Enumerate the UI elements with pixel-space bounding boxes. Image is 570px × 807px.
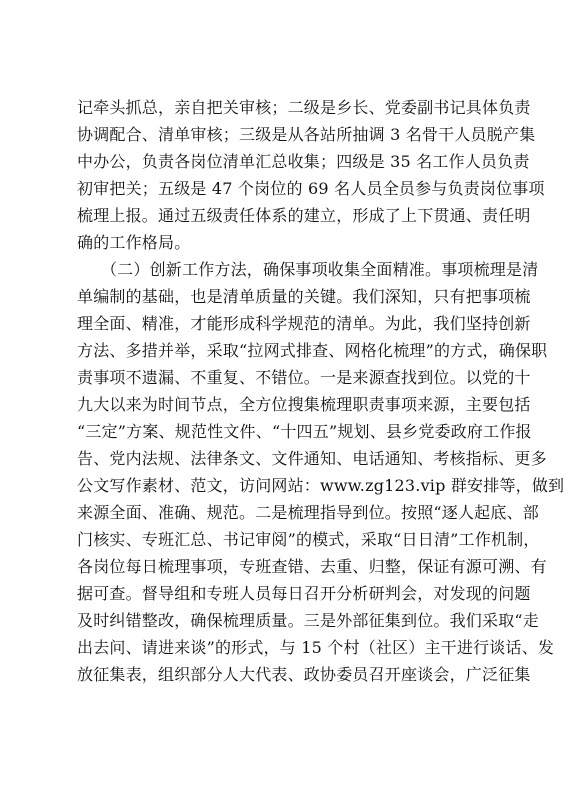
text-line: 中办公，负责各岗位清单汇总收集；四级是 35 名工作人员负责 xyxy=(77,152,530,171)
text-line: 理全面、精准，才能形成科学规范的清单。为此，我们坚持创新 xyxy=(77,314,531,333)
text-line: 记牵头抓总，亲自把关审核；二级是乡长、党委副书记具体负责 xyxy=(77,98,531,117)
text-line: 梳理上报。通过五级责任体系的建立，形成了上下贯通、责任明 xyxy=(77,206,531,225)
text-line: 据可查。督导组和专班人员每日召开分析研判会，对发现的问题 xyxy=(77,584,531,603)
text-line: 来源全面、准确、规范。二是梳理指导到位。按照“逐人起底、部 xyxy=(77,503,539,522)
text-line: 门核实、专班汇总、书记审阅”的模式，采取“日日清”工作机制， xyxy=(77,530,540,549)
text-line: 公文写作素材、范文，访问网站：www.zg123.vip 群安排等，做到 xyxy=(77,476,565,495)
section-heading-line: （二）创新工作方法，确保事项收集全面精准。事项梳理是清 xyxy=(101,260,539,279)
text-line: 告、党内法规、法律条文、文件通知、电话通知、考核指标、更多 xyxy=(77,449,547,468)
text-line: “三定”方案、规范性文件、“十四五”规划、县乡党委政府工作报 xyxy=(77,422,532,441)
text-line: 责事项不遗漏、不重复、不错位。一是来源查找到位。以党的十 xyxy=(77,368,531,387)
body-text xyxy=(77,94,565,688)
text-line: 初审把关；五级是 47 个岗位的 69 名人员全员参与负责岗位事项 xyxy=(77,179,545,198)
text-line: 九大以来为时间节点，全方位搜集梳理职责事项来源，主要包括 xyxy=(77,395,531,414)
text-line: 单编制的基础，也是清单质量的关键。我们深知，只有把事项梳 xyxy=(77,287,531,306)
text-line: 放征集表，组织部分人大代表、政协委员召开座谈会，广泛征集 xyxy=(77,665,531,684)
text-line: 出去问、请进来谈”的形式，与 15 个村（社区）主干进行谈话、发 xyxy=(77,638,555,657)
text-line: 方法、多措并举，采取“拉网式排查、网格化梳理”的方式，确保职 xyxy=(77,341,548,360)
text-line: 确的工作格局。 xyxy=(77,233,191,252)
text-line: 及时纠错整改，确保梳理质量。三是外部征集到位。我们采取“走 xyxy=(77,611,539,630)
text-line: 协调配合、清单审核；三级是从各站所抽调 3 名骨干人员脱产集 xyxy=(77,125,536,144)
text-line: 各岗位每日梳理事项，专班查错、去重、归整，保证有源可溯、有 xyxy=(77,557,547,576)
